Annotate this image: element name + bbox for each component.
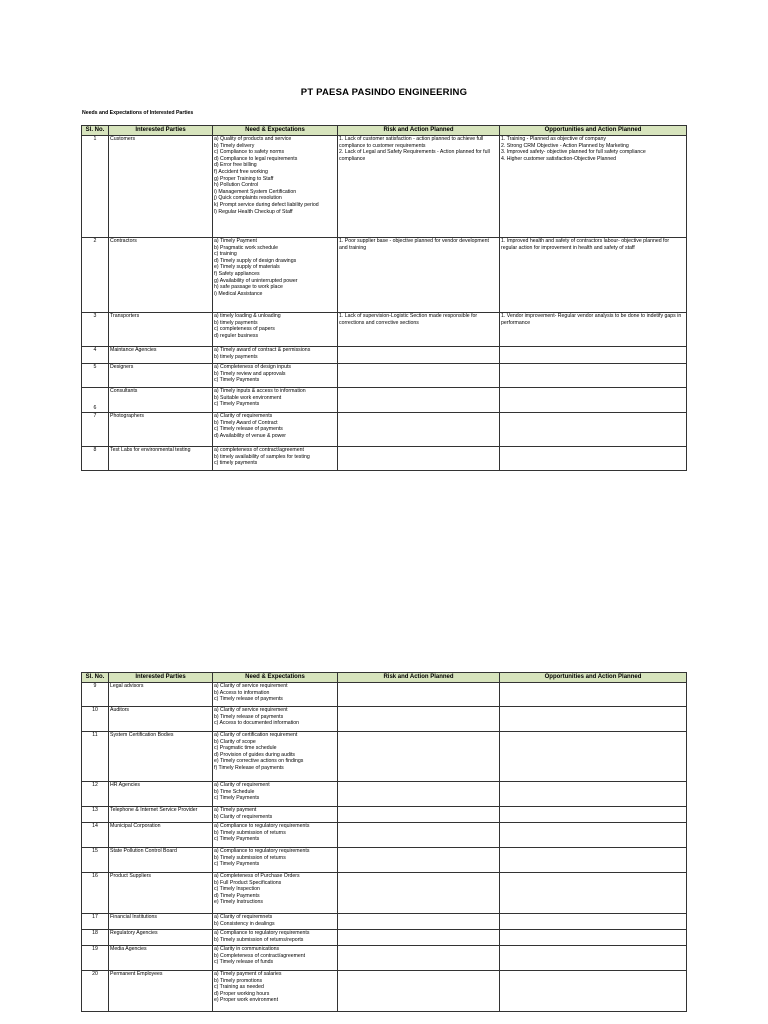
column-header: Sl. No. — [82, 126, 109, 136]
interested-party-cell: HR Agencies — [109, 782, 213, 807]
cell-line: d) Provision of guides during audits — [214, 751, 296, 758]
table-row — [82, 347, 687, 364]
needs-expectations-cell — [213, 313, 338, 347]
needs-expectations-cell — [213, 946, 338, 971]
cell-line: c) Timely Payments — [214, 377, 260, 384]
needs-expectations-cell — [213, 782, 338, 807]
interested-party-cell: Permanent Employees — [109, 971, 213, 1012]
table-row — [82, 313, 687, 347]
opportunities-action-cell — [500, 873, 687, 914]
cell-line: c) Timely release of payments — [214, 696, 283, 703]
serial-number-cell: 15 — [82, 848, 109, 873]
cell-line: b) Consistency in dealings — [214, 920, 275, 927]
cell-line: c) Timely Payments — [214, 861, 260, 868]
cell-line: d) Error free billing — [214, 162, 257, 169]
cell-line: a) Clarity of certification requirement — [214, 732, 298, 738]
cell-line: b) Clarity of scope — [214, 738, 256, 745]
needs-expectations-cell — [213, 388, 338, 413]
cell-line: a) Timely Payment — [214, 238, 257, 244]
document-subtitle: Needs and Expectations of Interested Parties — [82, 110, 194, 116]
opportunities-action-cell — [500, 732, 687, 782]
needs-expectations-cell — [213, 823, 338, 848]
opportunities-action-cell — [500, 347, 687, 364]
opportunities-action-cell — [500, 807, 687, 823]
table-row — [82, 683, 687, 707]
table-row — [82, 732, 687, 782]
risk-action-cell — [338, 364, 500, 388]
cell-line: c) Access to documented information — [214, 720, 300, 727]
serial-number-cell: 20 — [82, 971, 109, 1012]
needs-expectations-cell — [213, 683, 338, 707]
cell-line: c) Timely release of payments — [214, 426, 283, 433]
cell-line: a) Timely payment — [214, 807, 257, 813]
cell-line: d) Compliance to legal requirements — [214, 155, 298, 162]
cell-line: c) completeness of papers — [214, 326, 275, 333]
cell-line: i) Medical Assistance — [214, 290, 263, 297]
cell-line: b) timely availability of samples for testing — [214, 453, 310, 460]
opportunities-action-cell — [500, 238, 687, 313]
cell-line: b) Timely promotions — [214, 977, 263, 984]
table-row — [82, 388, 687, 413]
needs-expectations-cell — [213, 732, 338, 782]
risk-action-cell — [338, 707, 500, 732]
column-header: Risk and Action Planned — [338, 673, 500, 683]
table-row — [82, 136, 687, 238]
risk-action-cell — [338, 683, 500, 707]
needs-expectations-cell — [213, 447, 338, 471]
cell-line: a) Compliance to regulatory requirements — [214, 848, 310, 854]
table-body — [82, 683, 687, 1012]
interested-party-cell: Designers — [109, 364, 213, 388]
cell-line: c) Compliance to safety norms — [214, 149, 285, 156]
cell-line: b) timely payments — [214, 353, 258, 360]
table-header-row — [82, 673, 687, 683]
cell-line: b) Timely submission of returns — [214, 829, 286, 836]
table-row — [82, 447, 687, 471]
interested-party-cell: Test Labs for environmental testing — [109, 447, 213, 471]
cell-line: b) Pragmatic work schedule — [214, 244, 279, 251]
serial-number-cell: 14 — [82, 823, 109, 848]
cell-line: c) Training as needed — [214, 984, 264, 991]
cell-line: g) Availability of uninterrupted power — [214, 277, 298, 284]
opportunities-action-cell — [500, 930, 687, 946]
cell-line: 4. Higher customer satisfaction-Objective Planned — [501, 155, 617, 162]
cell-line: e) Timely Instructions — [214, 899, 264, 906]
interested-party-cell: Transporters — [109, 313, 213, 347]
serial-number-cell: 6 — [82, 388, 109, 413]
interested-parties-table-part1 — [81, 125, 687, 471]
column-header: Opportunities and Action Planned — [500, 126, 687, 136]
serial-number-cell: 10 — [82, 707, 109, 732]
cell-line: 1. Training - Planned as objective of company — [501, 136, 606, 142]
cell-line: d) reguler business — [214, 332, 259, 339]
interested-party-cell: Contractors — [109, 238, 213, 313]
interested-party-cell: Financial Institutions — [109, 914, 213, 930]
needs-expectations-cell — [213, 848, 338, 873]
interested-party-cell: System Certification Bodies — [109, 732, 213, 782]
cell-line: d) Timely supply of design drawings — [214, 257, 297, 264]
interested-party-cell: Municipal Corporation — [109, 823, 213, 848]
cell-line: b) Timely Award of Contract — [214, 419, 278, 426]
cell-line: b) Timely submission of returns — [214, 854, 286, 861]
opportunities-action-cell — [500, 447, 687, 471]
opportunities-action-cell — [500, 683, 687, 707]
serial-number-cell: 4 — [82, 347, 109, 364]
risk-action-cell — [338, 914, 500, 930]
column-header: Interested Parties — [109, 673, 213, 683]
interested-party-cell: Photographers — [109, 413, 213, 447]
interested-party-cell: Consultants — [109, 388, 213, 413]
interested-party-cell: Regulatory Agencies — [109, 930, 213, 946]
interested-party-cell: Media Agencies — [109, 946, 213, 971]
opportunities-action-cell — [500, 848, 687, 873]
cell-line: b) timely payments — [214, 319, 258, 326]
cell-line: l) Regular Health Checkup of Staff — [214, 208, 293, 215]
risk-action-cell — [338, 848, 500, 873]
cell-line: b) Time Schedule — [214, 788, 255, 795]
cell-line: a) Timely payment of salaries — [214, 971, 282, 977]
risk-action-cell — [338, 238, 500, 313]
cell-line: c) Timely Inspection — [214, 886, 260, 893]
interested-party-cell: Legal advisors — [109, 683, 213, 707]
interested-party-cell: Auditors — [109, 707, 213, 732]
cell-line: a) Clarity of requirements — [214, 413, 273, 419]
table-row — [82, 364, 687, 388]
cell-line: b) Suitable work environment — [214, 394, 282, 401]
needs-expectations-cell — [213, 136, 338, 238]
needs-expectations-cell — [213, 413, 338, 447]
serial-number-cell: 16 — [82, 873, 109, 914]
column-header: Risk and Action Planned — [338, 126, 500, 136]
needs-expectations-cell — [213, 807, 338, 823]
needs-expectations-cell — [213, 364, 338, 388]
document-title: PT PAESA PASINDO ENGINEERING — [300, 87, 468, 98]
opportunities-action-cell — [500, 136, 687, 238]
table-row — [82, 413, 687, 447]
cell-line: e) Proper work environment — [214, 997, 279, 1004]
serial-number-cell: 18 — [82, 930, 109, 946]
risk-action-cell — [338, 946, 500, 971]
cell-line: a) Timely award of contract & permissions — [214, 347, 311, 353]
interested-party-cell: State Pollution Control Board — [109, 848, 213, 873]
cell-line: 1. Poor supplier base - objective planned for vendor development and training — [339, 238, 489, 251]
table-row — [82, 914, 687, 930]
cell-line: e) Timely supply of materials — [214, 264, 280, 271]
cell-line: a) Completeness of Purchase Orders — [214, 873, 300, 879]
opportunities-action-cell — [500, 782, 687, 807]
cell-line: a) timely loading & unloading — [214, 313, 281, 319]
cell-line: b) Timely review and approvals — [214, 370, 286, 377]
serial-number-cell: 13 — [82, 807, 109, 823]
cell-line: c) timely payments — [214, 460, 258, 467]
serial-number-cell: 9 — [82, 683, 109, 707]
interested-party-cell: Product Suppliers — [109, 873, 213, 914]
cell-line: 3. Improved safety- objective planned for full safety compliance — [501, 149, 646, 156]
cell-line: h) Pollution Control — [214, 182, 259, 189]
table-row — [82, 873, 687, 914]
table-row — [82, 930, 687, 946]
needs-expectations-cell — [213, 873, 338, 914]
risk-action-cell — [338, 732, 500, 782]
cell-line: a) Quality of products and service — [214, 136, 292, 142]
cell-line: 2. Lack of Legal and Safety Requirements - Action planned for full compliance — [339, 149, 490, 162]
risk-action-cell — [338, 313, 500, 347]
cell-line: c) Timely Payments — [214, 836, 260, 843]
risk-action-cell — [338, 930, 500, 946]
risk-action-cell — [338, 782, 500, 807]
cell-line: c) Pragmatic time schedule — [214, 745, 277, 752]
cell-line: f) Accident free working — [214, 168, 268, 175]
column-header: Need & Expectations — [213, 673, 338, 683]
cell-line: a) Clarity of requirement — [214, 782, 270, 788]
column-header: Interested Parties — [109, 126, 213, 136]
interested-party-cell: Maintance Agencies — [109, 347, 213, 364]
risk-action-cell — [338, 447, 500, 471]
cell-line: b) Timely release of payments — [214, 713, 284, 720]
cell-line: c) Timely Payments — [214, 401, 260, 408]
risk-action-cell — [338, 823, 500, 848]
serial-number-cell: 12 — [82, 782, 109, 807]
risk-action-cell — [338, 873, 500, 914]
cell-line: b) Timely submission of returns/reports — [214, 936, 304, 943]
cell-line: 2. Strong CRM Objective - Action Planned by Marketing — [501, 142, 629, 149]
opportunities-action-cell — [500, 413, 687, 447]
needs-expectations-cell — [213, 971, 338, 1012]
column-header: Opportunities and Action Planned — [500, 673, 687, 683]
table-header-row — [82, 126, 687, 136]
column-header: Need & Expectations — [213, 126, 338, 136]
cell-line: 1. Vendor improvement- Regular vendor analysis to be done to indetify gaps in performance — [501, 313, 682, 326]
risk-action-cell — [338, 971, 500, 1012]
cell-line: a) Timely inputs & access to information — [214, 388, 306, 394]
cell-line: d) Availability of venue & power — [214, 432, 286, 439]
opportunities-action-cell — [500, 313, 687, 347]
serial-number-cell: 1 — [82, 136, 109, 238]
serial-number-cell: 3 — [82, 313, 109, 347]
interested-parties-table-part2 — [81, 672, 687, 1012]
column-header: Sl. No. — [82, 673, 109, 683]
cell-line: k) Prompt service during defect liability period — [214, 201, 319, 208]
cell-line: i) Management System Certification — [214, 188, 297, 195]
cell-line: g) Proper Training to Staff — [214, 175, 274, 182]
opportunities-action-cell — [500, 971, 687, 1012]
cell-line: c) training — [214, 251, 237, 258]
cell-line: a) Clarity of service requirement — [214, 683, 288, 689]
opportunities-action-cell — [500, 364, 687, 388]
needs-expectations-cell — [213, 238, 338, 313]
interested-party-cell: Customers — [109, 136, 213, 238]
serial-number-cell: 5 — [82, 364, 109, 388]
table-row — [82, 807, 687, 823]
cell-line: b) Access to information — [214, 689, 270, 696]
cell-line: a) Clarity of service requirement — [214, 707, 288, 713]
interested-party-cell: Telephone & Internet Service Provider — [109, 807, 213, 823]
opportunities-action-cell — [500, 946, 687, 971]
table-row — [82, 946, 687, 971]
cell-line: a) Compliance to regulatory requirements — [214, 930, 310, 936]
risk-action-cell — [338, 807, 500, 823]
table-body — [82, 136, 687, 471]
cell-line: b) Timely delivery — [214, 142, 255, 149]
cell-line: 1. Lack of supervision-Logistic Section made responsible for corrections and corrective sections — [339, 313, 478, 326]
table-row — [82, 707, 687, 732]
opportunities-action-cell — [500, 707, 687, 732]
cell-line: d) Timely Payments — [214, 892, 260, 899]
cell-line: b) Clarity of requirements — [214, 813, 273, 820]
cell-line: d) Proper working hours — [214, 990, 270, 997]
table-row — [82, 971, 687, 1012]
serial-number-cell: 19 — [82, 946, 109, 971]
table-row — [82, 238, 687, 313]
risk-action-cell — [338, 413, 500, 447]
cell-line: c) Timely Payments — [214, 795, 260, 802]
risk-action-cell — [338, 347, 500, 364]
serial-number-cell: 7 — [82, 413, 109, 447]
serial-number-cell: 2 — [82, 238, 109, 313]
cell-line: 1. Improved health and safety of contractors labour- objective planned for regular action for improvement in health and safety of staff — [501, 238, 670, 251]
needs-expectations-cell — [213, 914, 338, 930]
serial-number-cell: 11 — [82, 732, 109, 782]
needs-expectations-cell — [213, 347, 338, 364]
cell-line: a) Clarity of requiremnets — [214, 914, 273, 920]
opportunities-action-cell — [500, 914, 687, 930]
serial-number-cell: 8 — [82, 447, 109, 471]
needs-expectations-cell — [213, 707, 338, 732]
cell-line: a) Compliance to regulatory requirements — [214, 823, 310, 829]
cell-line: a) Completeness of design inputs — [214, 364, 291, 370]
needs-expectations-cell — [213, 930, 338, 946]
cell-line: b) Completeness of contract/agreement — [214, 952, 306, 959]
cell-line: a) completeness of contract/agreement — [214, 447, 304, 453]
table-row — [82, 823, 687, 848]
cell-line: f) Safety appliances — [214, 270, 260, 277]
risk-action-cell — [338, 388, 500, 413]
cell-line: h) safe passage to work place — [214, 284, 283, 291]
opportunities-action-cell — [500, 388, 687, 413]
serial-number-cell: 17 — [82, 914, 109, 930]
table-row — [82, 848, 687, 873]
cell-line: f) Timely Release of payments — [214, 764, 284, 771]
table-row — [82, 782, 687, 807]
cell-line: c) Timely release of funds — [214, 959, 274, 966]
cell-line: e) Timely corrective actions on findings — [214, 758, 304, 765]
cell-line: a) Clarity in communications — [214, 946, 280, 952]
cell-line: b) Full Product Specifications — [214, 879, 282, 886]
cell-line: j) Quick complaints resolution — [214, 195, 282, 202]
opportunities-action-cell — [500, 823, 687, 848]
cell-line: 1. Lack of customer satisfaction - action planned to achieve full compliance to customer requirements — [339, 136, 484, 149]
risk-action-cell — [338, 136, 500, 238]
